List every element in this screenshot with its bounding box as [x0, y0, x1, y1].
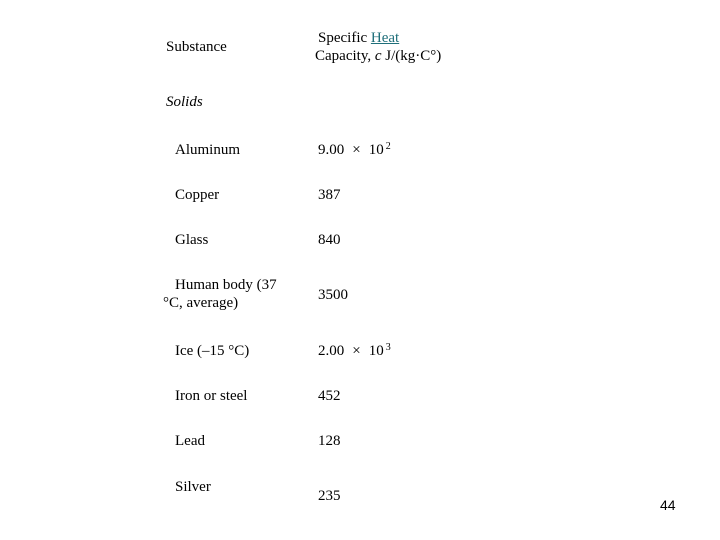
row-value: 3500	[318, 287, 348, 303]
row-value: 387	[318, 187, 341, 203]
row-value: 128	[318, 433, 341, 449]
row-name: Aluminum	[175, 142, 241, 158]
row-name: Copper	[175, 187, 220, 203]
row-name: Lead	[175, 433, 205, 449]
row-name-line1: Human body (37	[175, 277, 277, 293]
row-name-line2: °C, average)	[163, 295, 239, 311]
header-capacity	[315, 47, 441, 65]
value-mantissa: 9.00	[318, 142, 345, 158]
header-capacity-prefix: Capacity,	[315, 48, 375, 64]
header-specific-heat	[318, 29, 399, 47]
header-capacity-unit: J/(kg·C°)	[381, 48, 442, 64]
row-name: Ice (–15 °C)	[175, 343, 250, 359]
value-mantissa: 2.00	[318, 343, 345, 359]
value-base: 10	[368, 343, 384, 359]
header-specific-word: Specific	[318, 30, 371, 46]
section-solids: Solids	[166, 94, 203, 110]
row-value	[318, 141, 391, 161]
row-value	[318, 342, 391, 362]
row-name: Silver	[175, 479, 211, 495]
value-base: 10	[368, 142, 384, 158]
page-number: 44	[660, 497, 676, 513]
row-value: 235	[318, 488, 341, 504]
times-sign: ×	[352, 343, 361, 359]
heat-link[interactable]: Heat	[370, 30, 400, 46]
value-exponent: 2	[385, 141, 391, 152]
value-exponent: 3	[385, 342, 391, 353]
row-value: 840	[318, 232, 341, 248]
row-value: 452	[318, 388, 341, 404]
row-name: Iron or steel	[175, 388, 248, 404]
row-name: Glass	[175, 232, 209, 248]
header-substance: Substance	[166, 39, 227, 55]
header-capacity-var: c	[374, 48, 382, 64]
times-sign: ×	[352, 142, 361, 158]
